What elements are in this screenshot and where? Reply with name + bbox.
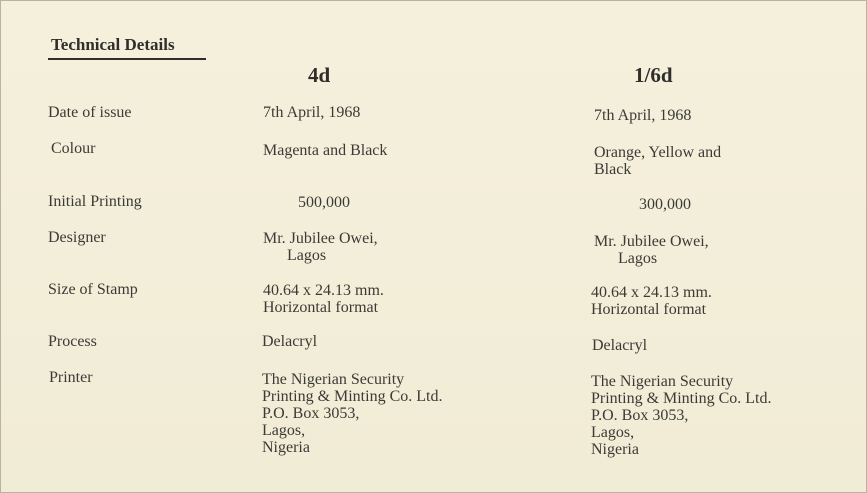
value-4d-date-of-issue: 7th April, 1968 (263, 104, 361, 121)
heading-underline (48, 58, 206, 60)
value-4d-process: Delacryl (262, 333, 318, 350)
column-heading-4d: 4d (308, 63, 331, 87)
value-1-6d-process: Delacryl (592, 337, 648, 354)
label-initial-printing: Initial Printing (48, 193, 142, 210)
label-colour: Colour (51, 140, 96, 157)
value-1-6d-colour: Orange, Yellow and Black (594, 144, 722, 178)
value-1-6d-designer: Mr. Jubilee Owei, Lagos (594, 233, 709, 267)
value-4d-initial-printing: 500,000 (298, 194, 350, 211)
value-4d-designer: Mr. Jubilee Owei, Lagos (263, 230, 378, 264)
column-heading-1-6d: 1/6d (634, 63, 673, 87)
value-4d-colour: Magenta and Black (263, 142, 388, 159)
value-1-6d-date-of-issue: 7th April, 1968 (594, 107, 692, 124)
label-process: Process (48, 333, 97, 350)
value-1-6d-printer: The Nigerian Security Printing & Minting Co. Ltd. P.O. Box 3053, Lagos, Nigeria (591, 373, 772, 458)
section-heading: Technical Details (51, 35, 175, 54)
label-designer: Designer (48, 229, 106, 246)
value-1-6d-size-of-stamp: 40.64 x 24.13 mm. Horizontal format (591, 284, 712, 318)
label-printer: Printer (49, 369, 93, 386)
value-4d-printer: The Nigerian Security Printing & Minting Co. Ltd. P.O. Box 3053, Lagos, Nigeria (262, 371, 443, 456)
value-4d-size-of-stamp: 40.64 x 24.13 mm. Horizontal format (263, 282, 384, 316)
value-1-6d-initial-printing: 300,000 (639, 196, 691, 213)
label-date-of-issue: Date of issue (48, 104, 132, 121)
label-size-of-stamp: Size of Stamp (48, 281, 138, 298)
